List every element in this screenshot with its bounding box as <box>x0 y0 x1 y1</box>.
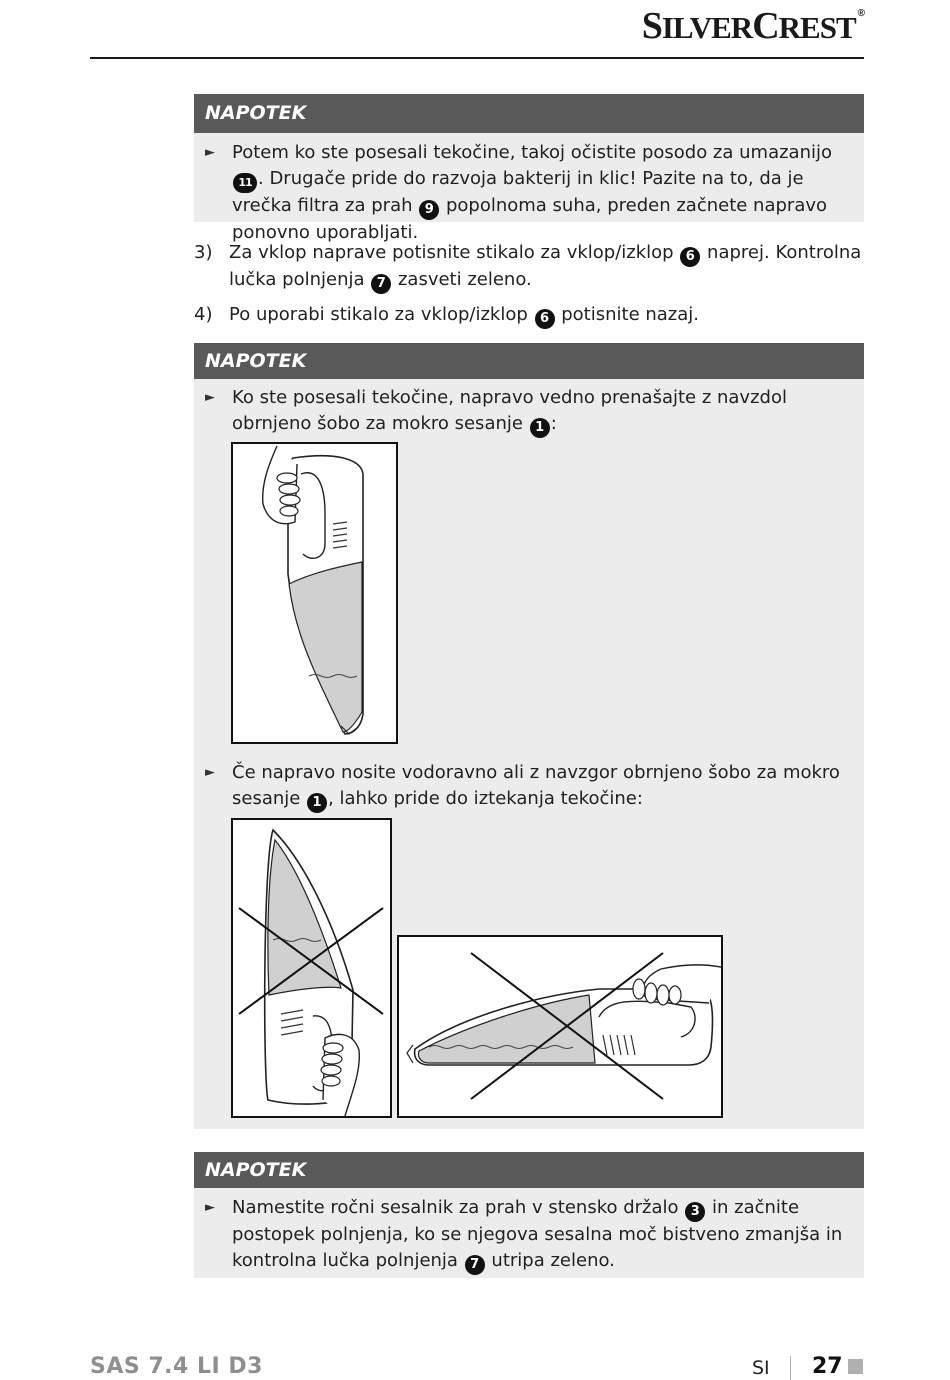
note-box <box>194 1152 864 1278</box>
step-text-part: potisnite nazaj. <box>555 304 699 325</box>
bullet-arrow-icon: ► <box>205 765 215 780</box>
brand-letter: S <box>641 5 662 47</box>
figure-vacuum-nozzle-down <box>231 442 398 744</box>
note-title: NAPOTEK <box>194 1152 864 1188</box>
note-bullet <box>194 140 864 246</box>
step-text <box>229 302 864 329</box>
bullet-text: Namestite ročni sesalnik za prah v stensko držalo <box>232 1197 685 1218</box>
bullet-text: in začnite postopek polnjenja, ko se njegova sesalna moč bistveno zmanjša in kontrolna lučka polnjenja <box>232 1197 843 1271</box>
step-text-part: Po uporabi stikalo za vklop/izklop <box>229 304 534 325</box>
figure-vacuum-nozzle-up-crossed <box>231 818 392 1118</box>
step-text-part: naprej. Kontrolna lučka polnjenja <box>229 242 862 290</box>
note-bullet <box>194 760 864 813</box>
part-number-badge: 6 <box>535 309 555 329</box>
bullet-text: utripa zeleno. <box>485 1250 615 1271</box>
step-number: 3) <box>194 242 213 263</box>
bullet-text: Potem ko ste posesali tekočine, takoj očistite posodo za umazanijo <box>232 142 833 163</box>
part-number-badge: 9 <box>419 200 439 220</box>
brand-letters: ILVER <box>661 10 753 45</box>
brand-letters: REST <box>778 10 856 45</box>
note-bullet <box>194 385 864 438</box>
registered-mark: ® <box>857 8 864 19</box>
part-number-badge: 11 <box>233 173 257 193</box>
step-text-part: Za vklop naprave potisnite stikalo za vklop/izklop <box>229 242 680 263</box>
bullet-text: Če napravo nosite vodoravno ali z navzgor obrnjeno šobo za mokro sesanje <box>232 762 840 809</box>
note-box <box>194 94 864 243</box>
footer-model-name: SAS 7.4 LI D3 <box>90 1354 263 1379</box>
bullet-text: . Drugače pride do razvoja bakterij in klic! Pazite na to, da je vrečka filtra za prah <box>232 168 804 216</box>
bullet-text: , lahko pride do iztekanja tekočine: <box>328 788 643 809</box>
bullet-arrow-icon: ► <box>205 145 215 160</box>
step-item <box>194 240 864 294</box>
brand-logo <box>642 4 864 48</box>
note-bullet <box>194 1195 864 1275</box>
step-text <box>229 240 864 294</box>
bullet-arrow-icon: ► <box>205 390 215 405</box>
footer-square-mark <box>848 1359 863 1374</box>
part-number-badge: 7 <box>465 1255 485 1275</box>
step-number: 4) <box>194 304 213 325</box>
part-number-badge: 1 <box>530 418 550 438</box>
note-title: NAPOTEK <box>194 343 864 379</box>
figure-vacuum-horizontal-crossed <box>397 935 723 1118</box>
part-number-badge: 6 <box>680 247 700 267</box>
page-number: 27 <box>812 1354 843 1379</box>
part-number-badge: 7 <box>371 274 391 294</box>
bullet-text: Ko ste posesali tekočine, napravo vedno prenašajte z navzdol obrnjeno šobo za mokro sesanje <box>232 387 787 434</box>
footer-separator <box>790 1356 791 1380</box>
header-rule <box>90 57 864 59</box>
brand-letter: C <box>752 5 779 47</box>
bullet-text: popolnoma suha, preden začnete napravo ponovno uporabljati. <box>232 195 828 243</box>
part-number-badge: 1 <box>307 793 327 813</box>
step-item <box>194 302 864 329</box>
part-number-badge: 3 <box>685 1202 705 1222</box>
bullet-text: : <box>550 413 557 434</box>
note-title: NAPOTEK <box>194 94 864 133</box>
bullet-arrow-icon: ► <box>205 1200 215 1215</box>
footer-language: SI <box>752 1357 770 1379</box>
step-text-part: zasveti zeleno. <box>392 269 532 290</box>
